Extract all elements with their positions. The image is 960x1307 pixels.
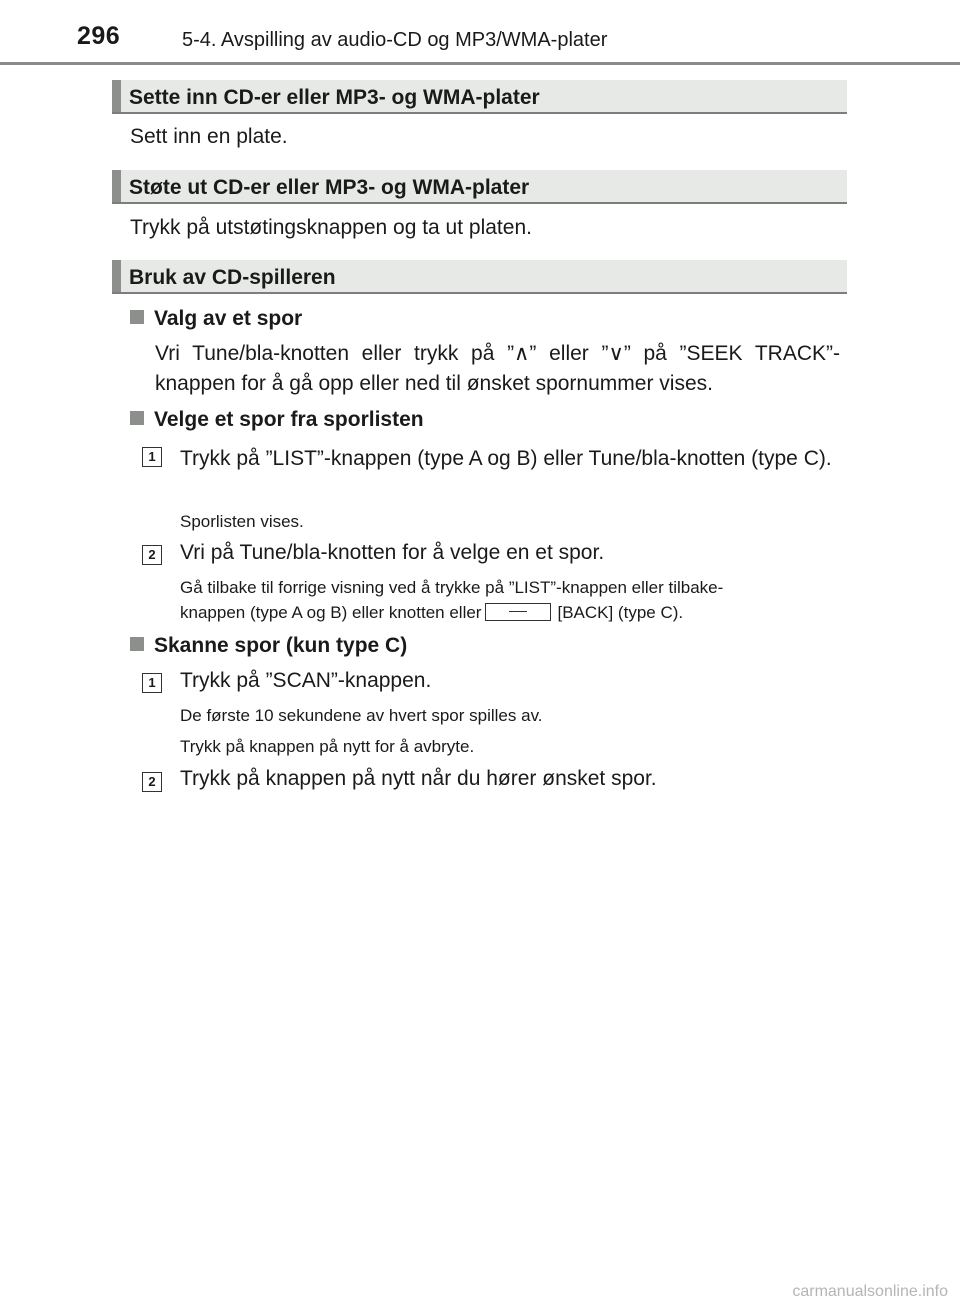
section-title: Sette inn CD-er eller MP3- og WMA-plater (129, 86, 540, 109)
step-number: 1 (142, 673, 162, 693)
subheading-scan (130, 634, 407, 658)
section-heading-cd-player (112, 260, 847, 294)
page-number: 296 (77, 22, 121, 50)
section-bar (112, 260, 121, 292)
subheading-select-track (130, 307, 302, 331)
scan-note2: Trykk på knappen på nytt for å avbryte. (180, 737, 475, 756)
track-list-step2-note2 (180, 603, 683, 623)
section-heading-eject (112, 170, 847, 204)
section-bar (112, 80, 121, 112)
page-header (0, 0, 960, 66)
watermark: carmanualsonline.info (792, 1283, 948, 1300)
track-list-step2-note1: Gå tilbake til forrige visning ved å trykke på ”LIST”-knappen eller tilbake- (180, 578, 724, 597)
square-bullet-icon (130, 411, 144, 425)
subheading-text: Skanne spor (kun type C) (154, 634, 408, 657)
select-track-line2: knappen for å gå opp eller ned til ønsket spornummer vises. (155, 372, 713, 395)
subheading-text: Valg av et spor (154, 307, 303, 330)
chapter-title: 5-4. Avspilling av audio-CD og MP3/WMA-plater (182, 29, 608, 51)
track-list-step2: Vri på Tune/bla-knotten for å velge en et spor. (180, 541, 605, 564)
note-text: knappen (type A og B) eller knotten eller (180, 603, 482, 622)
track-list-step1-note: Sporlisten vises. (180, 512, 304, 531)
subheading-text: Velge et spor fra sporlisten (154, 408, 424, 431)
subheading-track-list (130, 408, 424, 432)
square-bullet-icon (130, 637, 144, 651)
header-divider (0, 62, 960, 65)
section-title: Bruk av CD-spilleren (129, 266, 336, 289)
insert-text: Sett inn en plate. (130, 125, 288, 148)
back-key-icon (485, 603, 551, 621)
scan-note1: De første 10 sekundene av hvert spor spilles av. (180, 706, 543, 725)
track-list-step1: Trykk på ”LIST”-knappen (type A og B) eller Tune/bla-knotten (type C). (180, 447, 832, 470)
scan-step1: Trykk på ”SCAN”-knappen. (180, 669, 432, 692)
step-number: 2 (142, 545, 162, 565)
step-number: 1 (142, 447, 162, 467)
square-bullet-icon (130, 310, 144, 324)
select-track-line1: Vri Tune/bla-knotten eller trykk på ”∧” eller ”∨” på ”SEEK TRACK”- (155, 342, 840, 365)
note-text: [BACK] (type C). (557, 603, 684, 622)
eject-text: Trykk på utstøtingsknappen og ta ut platen. (130, 216, 532, 239)
section-title: Støte ut CD-er eller MP3- og WMA-plater (129, 176, 530, 199)
section-bar (112, 170, 121, 202)
section-heading-insert (112, 80, 847, 114)
scan-step2: Trykk på knappen på nytt når du hører ønsket spor. (180, 767, 657, 790)
step-number: 2 (142, 772, 162, 792)
